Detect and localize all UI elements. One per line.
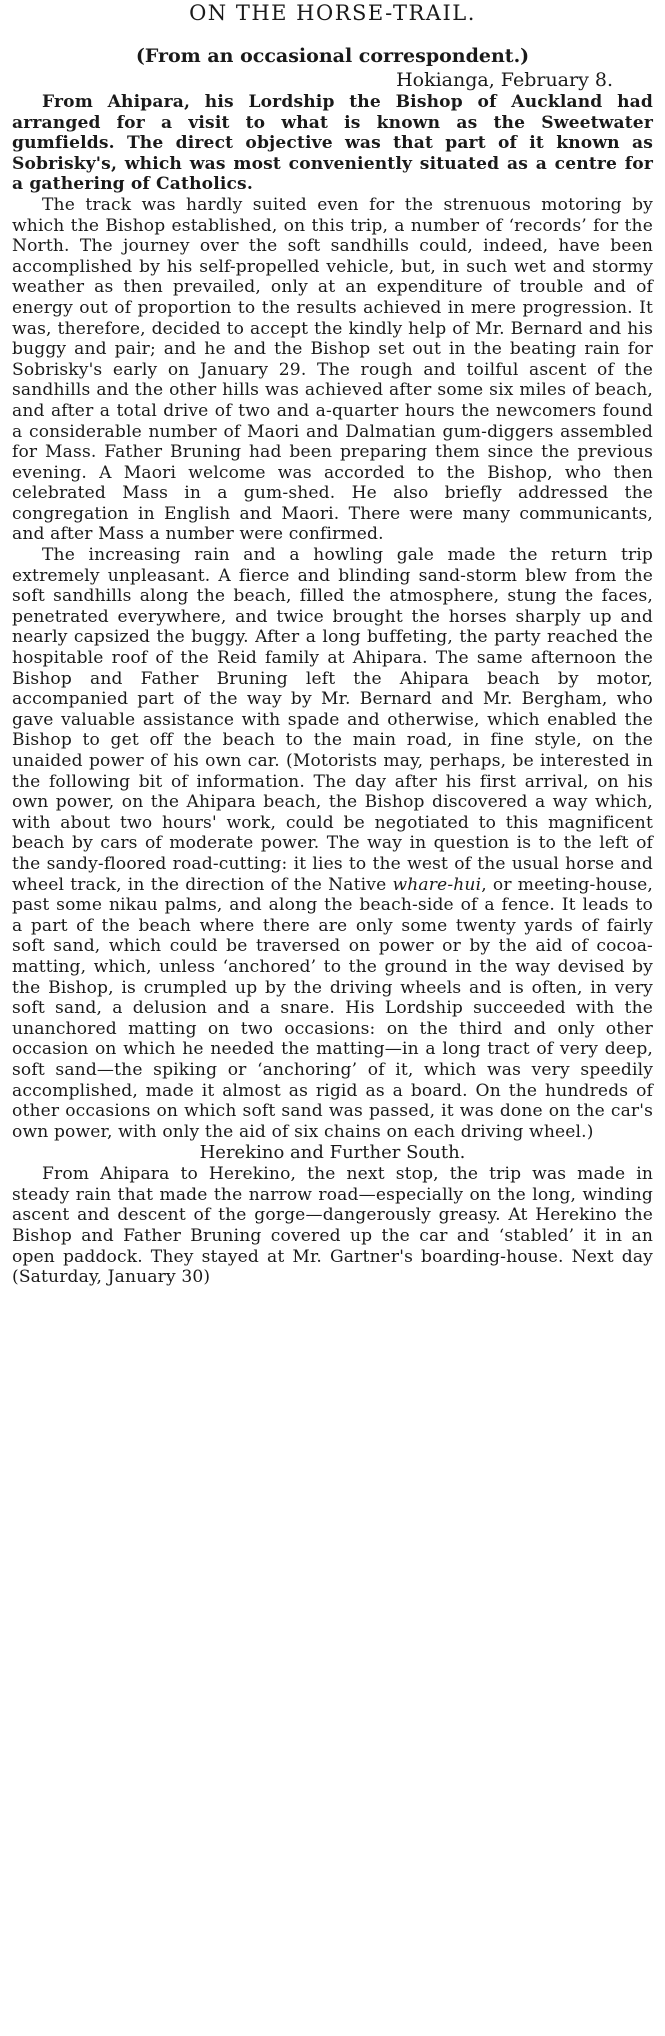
- dateline: Hokianga, February 8.: [396, 69, 613, 91]
- paragraph-return-trip-continued: , or meeting-house, past some nikau palms, and along the beach-side of a fence. It leads to a part of the beach where there are only some twenty yards of fairly soft sand, which could be traversed on power or by the aid of cocoa-matting, which, unless ‘anchored’ to the ground in the way devised by the Bishop, is crumpled up by the driving wheels and is often, in very soft sand, a delusion and a snare. His Lordship succeeded with the unanchored matting on two occasions: on the third and only other occasion on which he needed the matting—in a long tract of very deep, soft sand—the spiking or ‘anchoring’ of it, which was very speedily accomplished, made it almost as rigid as a board. On the hundreds of other occasions on which soft sand was passed, it was done on the car's own power, with only the aid of six chains on each driving wheel.): [12, 874, 653, 1142]
- native-term: whare-hui: [392, 874, 482, 895]
- paragraph-return-trip: [12, 545, 653, 1142]
- paragraph-intro: From Ahipara, his Lordship the Bishop of Auckland had arranged for a visit to what is known as the Sweetwater gumfields. The direct objective was that part of it known as Sobrisky's, which was most conveniently situated as a centre for a gathering of Catholics.: [12, 92, 653, 195]
- headline: ON THE HORSE-TRAIL.: [189, 1, 476, 25]
- paragraph-track: The track was hardly suited even for the strenuous motoring by which the Bishop established, on this trip, a number of ‘records’ for the North. The journey over the soft sandhills could, indeed, have been accomplished by his self-propelled vehicle, but, in such wet and stormy weather as then prevailed, only at an expenditure of trouble and of energy out of proportion to the results achieved in mere progression. It was, therefore, decided to accept the kindly help of Mr. Bernard and his buggy and pair; and he and the Bishop set out in the beating rain for Sobrisky's early on January 29. The rough and toilful ascent of the sandhills and the other hills was achieved after some six miles of beach, and after a total drive of two and a-quarter hours the newcomers found a considerable number of Maori and Dalmatian gum-diggers assembled for Mass. Father Bruning had been preparing them since the previous evening. A Maori welcome was accorded to the Bishop, who then celebrated Mass in a gum-shed. He also briefly addressed the congregation in English and Maori. There were many communicants, and after Mass a number were confirmed.: [12, 194, 653, 545]
- byline: (From an occasional correspondent.): [135, 45, 530, 67]
- section-subhead: Herekino and Further South.: [199, 1142, 466, 1164]
- paragraph-herekino: From Ahipara to Herekino, the next stop, the trip was made in steady rain that made the narrow road—especially on the long, winding ascent and descent of the gorge—dangerously greasy. At Herekino the Bishop and Father Bruning covered up the car and ‘stabled’ it in an open paddock. They stayed at Mr. Gartner's boarding-house. Next day (Saturday, January 30): [12, 1164, 653, 1288]
- paragraph-return-trip-text: The increasing rain and a howling gale made the return trip extremely unpleasant. A fierce and blinding sand-storm blew from the soft sandhills along the beach, filled the atmosphere, stung the faces, penetrated everywhere, and twice brought the horses sharply up and nearly capsized the buggy. After a long buffeting, the party reached the hospitable roof of the Reid family at Ahipara. The same afternoon the Bishop and Father Bruning left the Ahipara beach by motor, accompanied part of the way by Mr. Bernard and Mr. Bergham, who gave valuable assistance with spade and otherwise, which enabled the Bishop to get off the beach to the main road, in fine style, on the unaided power of his own car. (Motorists may, perhaps, be interested in the following bit of information. The day after his first arrival, on his own power, on the Ahipara beach, the Bishop discovered a way which, with about two hours' work, could be negotiated to this magnificent beach by cars of moderate power. The way in question is to the left of the sandy-floored road-cutting: it lies to the west of the usual horse and wheel track, in the direction of the Native: [12, 545, 653, 895]
